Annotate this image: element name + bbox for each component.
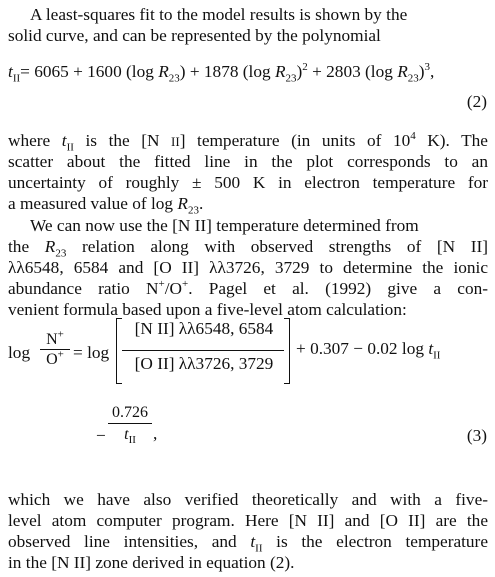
paragraph-3-line-2: the $R_{23}$ relation along with observed strengths of [N II] bbox=[8, 237, 489, 260]
paragraph-3-line-5: venient formula based upon a five-level atom calculation: bbox=[8, 300, 407, 319]
equation-3-lhs-fraction: N+ O+ bbox=[40, 330, 70, 370]
equation-3-minus: − bbox=[96, 426, 106, 445]
paragraph-4-line-1: which we have also verified theoretically and with a five- bbox=[8, 490, 488, 509]
equation-3-comma: , bbox=[153, 424, 158, 443]
fraction-bar bbox=[122, 350, 284, 351]
equation-2-number: (2) bbox=[466, 92, 487, 111]
paragraph-2-line-1: where $t_{II}$ is the [N II] temperature (in units of $10^4$ K). The bbox=[8, 130, 488, 154]
right-bracket bbox=[284, 318, 290, 384]
paragraph-4-line-2: level atom computer program. Here [N II] and [O II] are the bbox=[8, 511, 488, 530]
paragraph-2-line-2: scatter about the fitted line in the plot corresponds to an bbox=[8, 152, 488, 171]
equation-3-equals-log: = log bbox=[73, 343, 110, 362]
paragraph-1-line-2: solid curve, and can be represented by the polynomial bbox=[8, 26, 381, 45]
equation-2: $t_{II}= 6065 + 1600$ (log $R_{23}) + 1878$ (log $R_{23})^2 + 2803$ (log $R_{23})^3$, bbox=[8, 61, 435, 85]
equation-3-tail: + 0.307 − 0.02 $\log t_{II}$ bbox=[296, 339, 441, 362]
paragraph-4-line-4: in the [N II] zone derived in equation (2). bbox=[8, 553, 295, 572]
paragraph-3-line-1: We can now use the [N II] temperature determined from bbox=[30, 216, 419, 235]
paragraph-4-line-3: observed line intensities, and $t_{II}$ is the electron temperature bbox=[8, 532, 488, 555]
equation-3-number: (3) bbox=[466, 426, 487, 445]
equation-3-denominator: [O II] λλ3726, 3729 bbox=[134, 354, 274, 373]
equation-3-numerator: [N II] λλ6548, 6584 bbox=[134, 319, 274, 338]
equation-3-second-fraction: 0.726 $t_{II}$ bbox=[108, 403, 152, 446]
paragraph-3-line-3: λλ6548, 6584 and [O II] λλ3726, 3729 to determine the ionic bbox=[8, 258, 488, 277]
equation-3-log: log bbox=[8, 343, 31, 362]
paragraph-2-line-4: a measured value of $\log R_{23}$. bbox=[8, 194, 204, 217]
left-bracket bbox=[116, 318, 122, 384]
paragraph-1-line-1: A least-squares fit to the model results is shown by the bbox=[30, 5, 408, 24]
paragraph-3-line-4: abundance ratio N+/O+. Pagel et al. (1992) give a con- bbox=[8, 278, 488, 298]
paragraph-2-line-3: uncertainty of roughly ± 500 K in electron temperature for bbox=[8, 173, 488, 192]
